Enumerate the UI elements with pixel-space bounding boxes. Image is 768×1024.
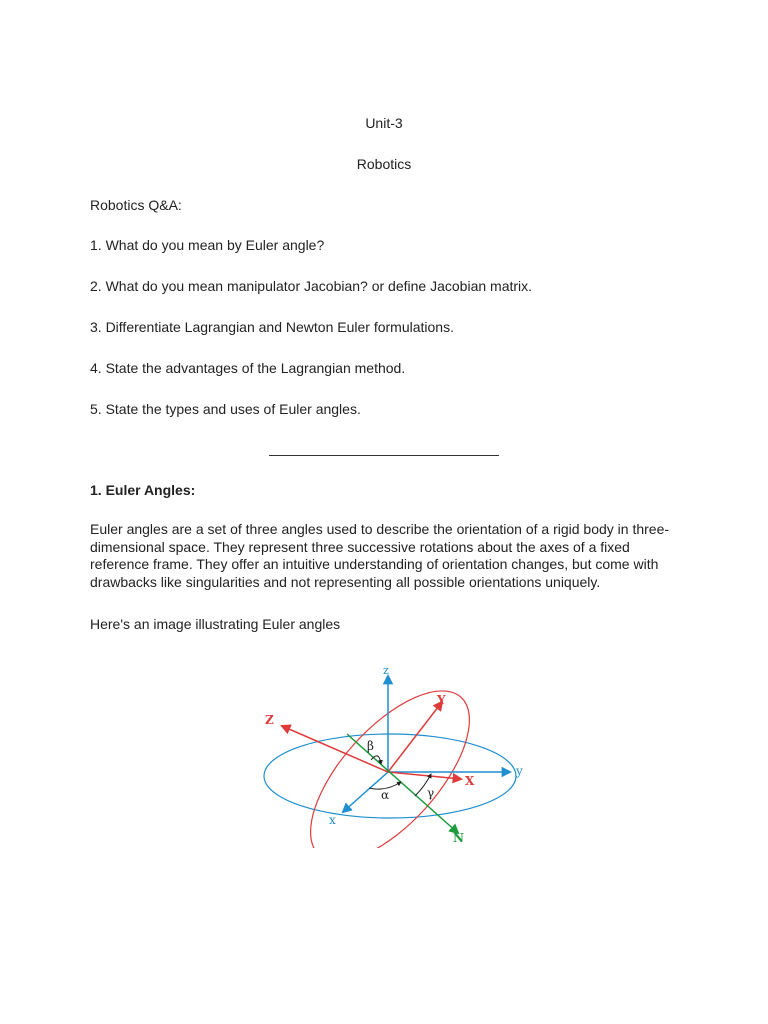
label-y-fixed: y bbox=[516, 764, 523, 778]
label-Z-body: Z bbox=[265, 713, 274, 727]
section-divider bbox=[269, 455, 499, 456]
question-item: 2. What do you mean manipulator Jacobian? or define Jacobian matrix. bbox=[90, 278, 533, 294]
body-plane-ellipse bbox=[283, 665, 496, 848]
section-body: Euler angles are a set of three angles used to describe the orientation of a rigid body in three-dimensional space. They represent three successive rotations about the axes of a fixed reference frame. They offer an intuitive understanding of orientation changes, but come with drawbacks like singularities and not representing all possible orientations uniquely. bbox=[90, 521, 670, 590]
fixed-plane-ellipse bbox=[264, 734, 516, 818]
subject-title: Robotics bbox=[356, 156, 412, 172]
label-N: N bbox=[453, 831, 464, 845]
question-item: 5. State the types and uses of Euler angles. bbox=[90, 401, 361, 417]
section-title: 1. Euler Angles: bbox=[90, 482, 196, 498]
label-beta: β bbox=[367, 739, 374, 753]
label-Y-body: Y bbox=[437, 693, 446, 707]
label-gamma: γ bbox=[427, 786, 435, 800]
label-z-fixed: z bbox=[383, 664, 389, 677]
unit-label: Unit-3 bbox=[365, 115, 403, 131]
question-item: 4. State the advantages of the Lagrangian method. bbox=[90, 360, 406, 376]
euler-angles-diagram bbox=[255, 658, 535, 848]
question-item: 1. What do you mean by Euler angle? bbox=[90, 237, 325, 253]
label-X-body: X bbox=[465, 774, 475, 788]
qa-heading: Robotics Q&A: bbox=[90, 197, 182, 213]
label-x-fixed: x bbox=[329, 813, 336, 827]
image-intro: Here's an image illustrating Euler angles bbox=[90, 616, 341, 632]
label-alpha: α bbox=[381, 788, 390, 802]
question-item: 3. Differentiate Lagrangian and Newton Euler formulations. bbox=[90, 319, 454, 335]
